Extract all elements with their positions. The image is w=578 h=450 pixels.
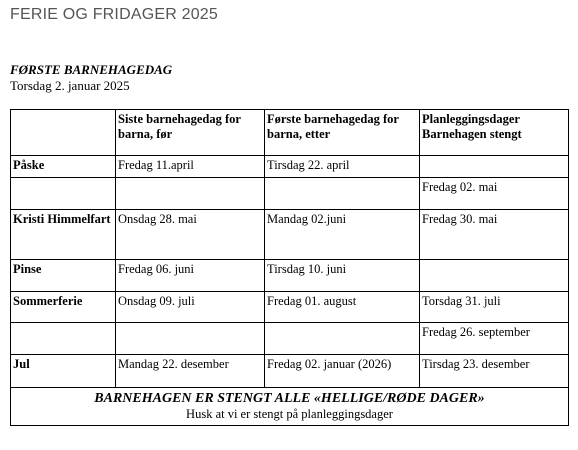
header-planning-days: Planleggingsdager Barnehagen stengt	[420, 110, 569, 156]
cell-before: Onsdag 09. juli	[116, 292, 265, 323]
cell-before: Mandag 22. desember	[116, 355, 265, 388]
table-row	[11, 355, 569, 388]
cell-planning: Tirsdag 23. desember	[420, 355, 569, 388]
row-label: Kristi Himmelfart	[11, 210, 116, 260]
header-last-day-before: Siste barnehagedag for barna, før	[116, 110, 265, 156]
table-footer-row	[11, 388, 569, 426]
row-label: Jul	[11, 355, 116, 388]
cell-after: Mandag 02.juni	[265, 210, 420, 260]
table-row	[11, 323, 569, 355]
cell-before	[116, 323, 265, 355]
cell-after: Tirsdag 22. april	[265, 156, 420, 178]
cell-planning: Fredag 30. mai	[420, 210, 569, 260]
cell-planning	[420, 260, 569, 292]
row-label: Påske	[11, 156, 116, 178]
cell-after	[265, 178, 420, 210]
closed-notice: BARNEHAGEN ER STENGT ALLE «HELLIGE/RØDE DAGER»	[94, 391, 485, 406]
first-day-date: Torsdag 2. januar 2025	[10, 78, 130, 93]
document-title: FERIE OG FRIDAGER 2025	[10, 6, 219, 23]
header-empty	[11, 110, 116, 156]
cell-before: Onsdag 28. mai	[116, 210, 265, 260]
planning-reminder: Husk at vi er stengt på planleggingsdager	[186, 407, 393, 421]
row-label: Sommerferie	[11, 292, 116, 323]
cell-after: Tirsdag 10. juni	[265, 260, 420, 292]
cell-before	[116, 178, 265, 210]
cell-planning	[420, 156, 569, 178]
table-row	[11, 156, 569, 178]
row-label	[11, 323, 116, 355]
table-row	[11, 178, 569, 210]
cell-planning: Torsdag 31. juli	[420, 292, 569, 323]
cell-planning: Fredag 02. mai	[420, 178, 569, 210]
cell-after: Fredag 02. januar (2026)	[265, 355, 420, 388]
header-first-day-after: Første barnehagedag for barna, etter	[265, 110, 420, 156]
row-label	[11, 178, 116, 210]
table-row	[11, 292, 569, 323]
table-row	[11, 260, 569, 292]
holiday-table	[10, 109, 569, 426]
first-day-heading: FØRSTE BARNEHAGEDAG	[10, 62, 173, 77]
cell-planning: Fredag 26. september	[420, 323, 569, 355]
cell-before: Fredag 11.april	[116, 156, 265, 178]
cell-after	[265, 323, 420, 355]
cell-before: Fredag 06. juni	[116, 260, 265, 292]
row-label: Pinse	[11, 260, 116, 292]
table-footer	[11, 388, 569, 426]
table-row	[11, 210, 569, 260]
table-header-row	[11, 110, 569, 156]
cell-after: Fredag 01. august	[265, 292, 420, 323]
